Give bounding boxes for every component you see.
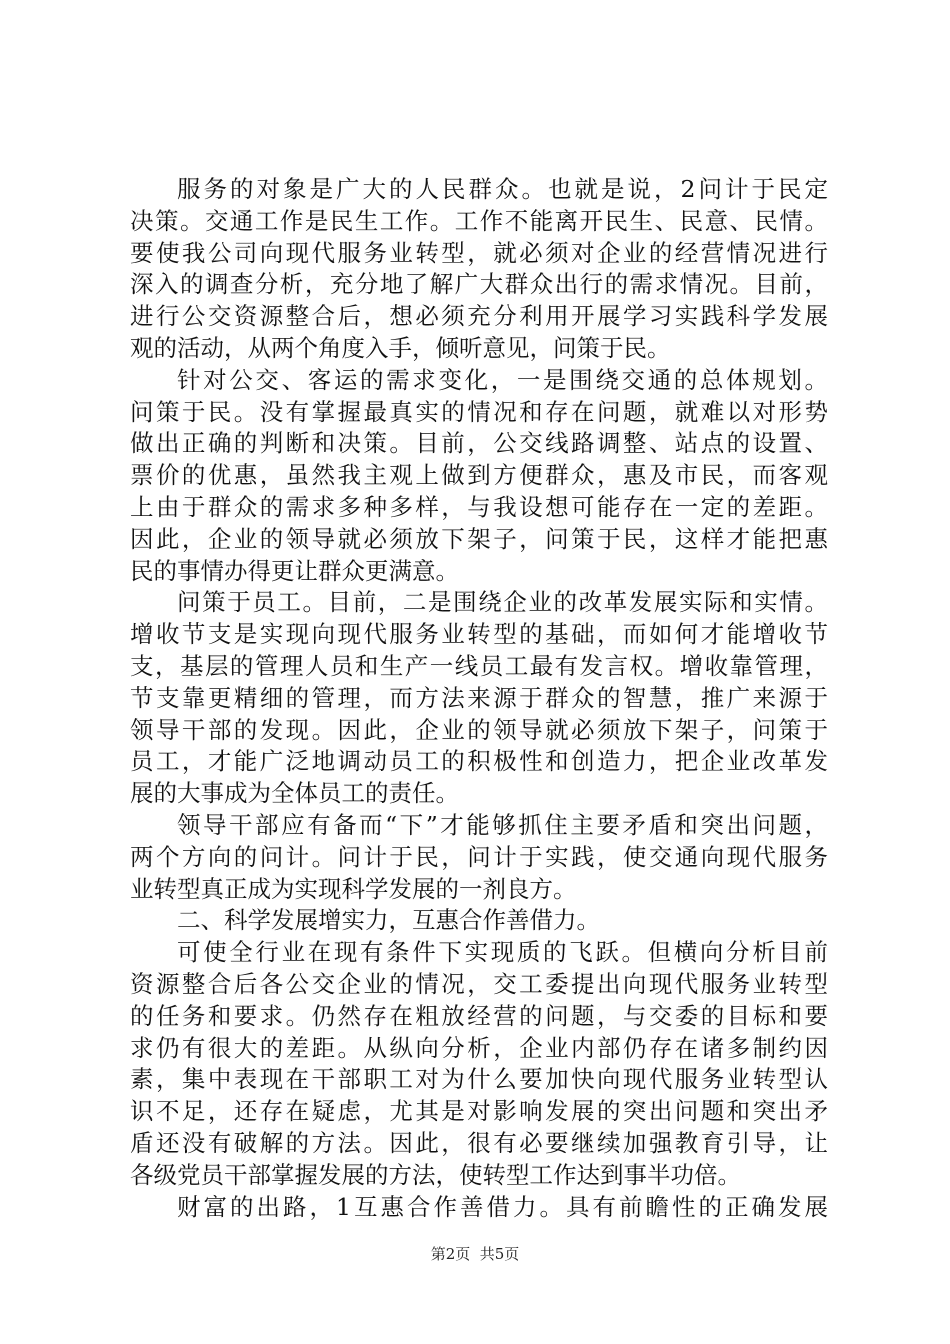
text-line: 素，集中表现在干部职工对为什么要加快向现代服务业转型认	[130, 1065, 828, 1094]
text-line: 上由于群众的需求多种多样，与我设想可能存在一定的差距。	[130, 492, 828, 521]
page-footer	[0, 1244, 950, 1264]
text-line: 民的事情办得更让群众更满意。	[130, 556, 459, 585]
text-line: 节支靠更精细的管理，而方法来源于群众的智慧，推广来源于	[130, 683, 828, 712]
text-line: 票价的优惠，虽然我主观上做到方便群众，惠及市民，而客观	[130, 461, 828, 490]
section-heading: 二、科学发展增实力，互惠合作善借力。	[177, 906, 600, 935]
text-line: 盾还没有破解的方法。因此，很有必要继续加强教育引导，让	[130, 1128, 828, 1157]
document-body	[130, 174, 828, 1223]
text-line: 资源整合后各公交企业的情况，交工委提出向现代服务业转型	[130, 969, 828, 998]
text-line: 的任务和要求。仍然存在粗放经营的问题，与交委的目标和要	[130, 1001, 828, 1030]
text-line: 财富的出路，1互惠合作善借力。具有前瞻性的正确发展	[177, 1192, 828, 1221]
text-line: 因此，企业的领导就必须放下架子，问策于民，这样才能把惠	[130, 524, 828, 553]
text-line: 服务的对象是广大的人民群众。也就是说，2问计于民定	[177, 175, 828, 203]
text-line: 决策。交通工作是民生工作。工作不能离开民生、民意、民情。	[130, 206, 828, 235]
text-line: 要使我公司向现代服务业转型，就必须对企业的经营情况进行	[130, 238, 828, 267]
text-line: 进行公交资源整合后，想必须充分利用开展学习实践科学发展	[130, 302, 828, 331]
text-line: 观的活动，从两个角度入手，倾听意见，问策于民。	[130, 333, 671, 362]
text-line: 展的大事成为全体员工的责任。	[130, 779, 459, 808]
text-line: 领导干部应有备而“下”才能够抓住主要矛盾和突出问题，	[177, 810, 828, 839]
text-line: 支，基层的管理人员和生产一线员工最有发言权。增收靠管理，	[130, 651, 828, 680]
text-line: 员工，才能广泛地调动员工的积极性和创造力，把企业改革发	[130, 747, 828, 776]
text-line: 求仍有很大的差距。从纵向分析，企业内部仍存在诸多制约因	[130, 1033, 828, 1062]
text-line: 问策于民。没有掌握最真实的情况和存在问题，就难以对形势	[130, 397, 828, 426]
text-line: 各级党员干部掌握发展的方法，使转型工作达到事半功倍。	[130, 1160, 741, 1189]
text-line: 两个方向的问计。问计于民，问计于实践，使交通向现代服务	[130, 842, 828, 871]
text-line: 做出正确的判断和决策。目前，公交线路调整、站点的设置、	[130, 429, 828, 458]
text-line: 针对公交、客运的需求变化，一是围绕交通的总体规划。	[177, 365, 828, 394]
text-line: 可使全行业在现有条件下实现质的飞跃。但横向分析目前	[177, 938, 828, 967]
text-line: 问策于员工。目前，二是围绕企业的改革发展实际和实情。	[177, 588, 828, 617]
text-line: 业转型真正成为实现科学发展的一剂良方。	[130, 874, 577, 903]
text-line: 领导干部的发现。因此，企业的领导就必须放下架子，问策于	[130, 715, 828, 744]
text-line: 识不足，还存在疑虑，尤其是对影响发展的突出问题和突出矛	[130, 1097, 828, 1126]
text-line: 深入的调查分析，充分地了解广大群众出行的需求情况。目前，	[130, 270, 828, 299]
page-number: 第2页 共5页	[430, 1245, 520, 1263]
text-line: 增收节支是实现向现代服务业转型的基础，而如何才能增收节	[130, 620, 828, 649]
